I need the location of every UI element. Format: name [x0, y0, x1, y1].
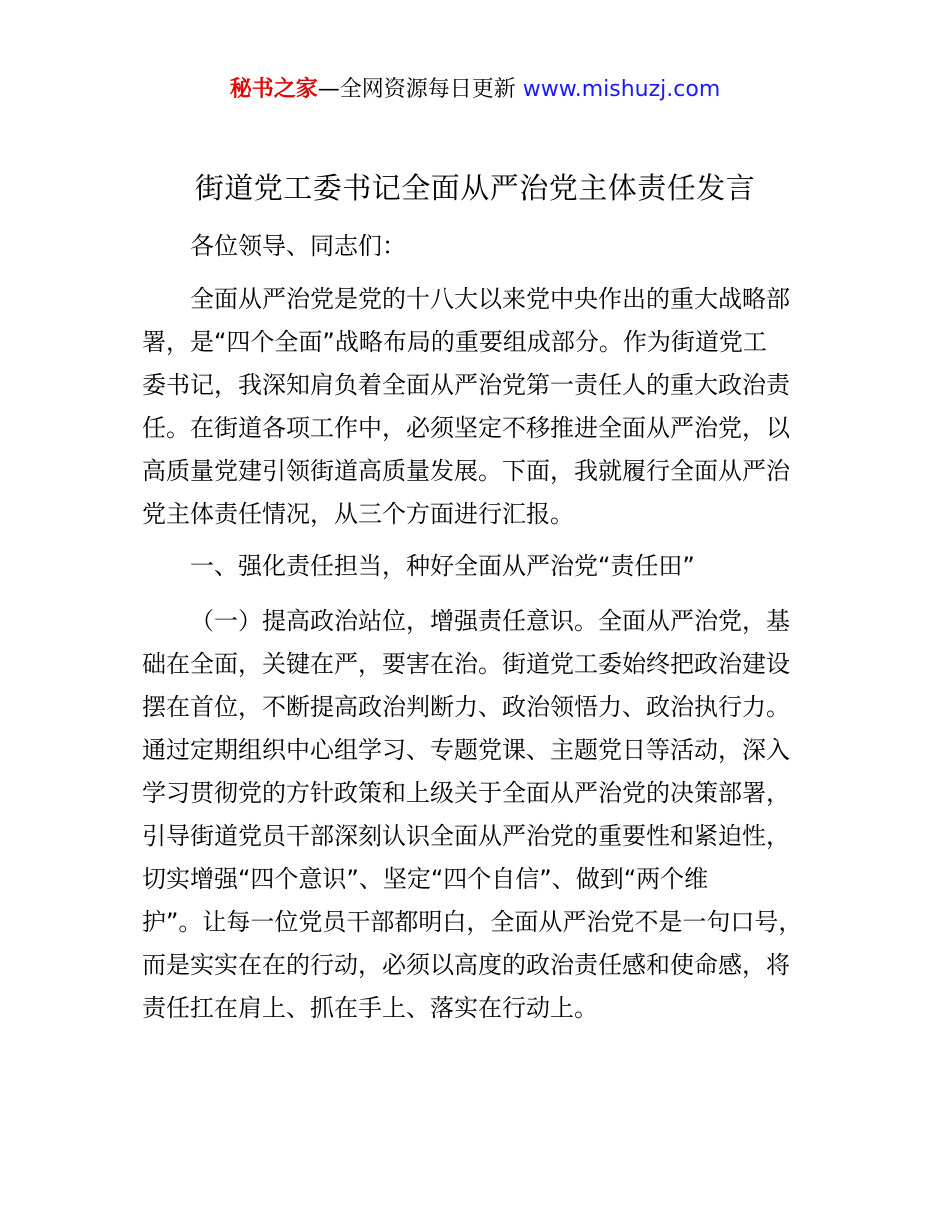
paragraph-line: 础在全面，关键在严，要害在治。街道党工委始终把政治建设 — [142, 650, 790, 678]
paragraph-line: 任。在街道各项工作中，必须坚定不移推进全面从严治党，以 — [142, 414, 790, 442]
document-title: 街道党工委书记全面从严治党主体责任发言 — [194, 171, 756, 205]
paragraph-line: 高质量党建引领街道高质量发展。下面，我就履行全面从严治 — [142, 457, 790, 485]
intro-paragraph — [142, 278, 822, 536]
greeting-paragraph — [142, 225, 822, 268]
paragraph-line: 引导街道党员干部深刻认识全面从严治党的重要性和紧迫性， — [142, 822, 790, 850]
site-tagline: —全网资源每日更新 — [317, 77, 523, 102]
paragraph-line: 委书记，我深知肩负着全面从严治党第一责任人的重大政治责 — [142, 371, 790, 399]
site-url-link[interactable]: www.mishuzj.com — [522, 77, 721, 102]
paragraph-line: 全面从严治党是党的十八大以来党中央作出的重大战略部 — [190, 285, 790, 313]
paragraph-line: （一）提高政治站位，增强责任意识。全面从严治党，基 — [190, 607, 790, 635]
site-header — [0, 74, 950, 106]
section-heading-text: 一、强化责任担当，种好全面从严治党“责任田” — [190, 552, 695, 580]
paragraph-line: 署，是“四个全面”战略布局的重要组成部分。作为街道党工 — [142, 328, 767, 356]
paragraph-line: 通过定期组织中心组学习、专题党课、主题党日等活动，深入 — [142, 736, 790, 764]
site-brand: 秘书之家 — [229, 77, 318, 102]
paragraph-line: 而是实实在在的行动，必须以高度的政治责任感和使命感，将 — [142, 951, 790, 979]
paragraph-line: 学习贯彻党的方针政策和上级关于全面从严治党的决策部署， — [142, 779, 790, 807]
greeting-line: 各位领导、同志们： — [190, 232, 406, 260]
paragraph-line: 责任扛在肩上、抓在手上、落实在行动上。 — [142, 994, 598, 1022]
paragraph-line: 切实增强“四个意识”、坚定“四个自信”、做到“两个维 — [142, 865, 709, 893]
paragraph-line: 党主体责任情况，从三个方面进行汇报。 — [142, 500, 574, 528]
section-heading — [142, 545, 822, 588]
subsection-paragraph — [142, 600, 822, 1030]
paragraph-line: 摆在首位，不断提高政治判断力、政治领悟力、政治执行力。 — [142, 693, 790, 721]
paragraph-line: 护”。让每一位党员干部都明白，全面从严治党不是一句口号， — [142, 908, 803, 936]
